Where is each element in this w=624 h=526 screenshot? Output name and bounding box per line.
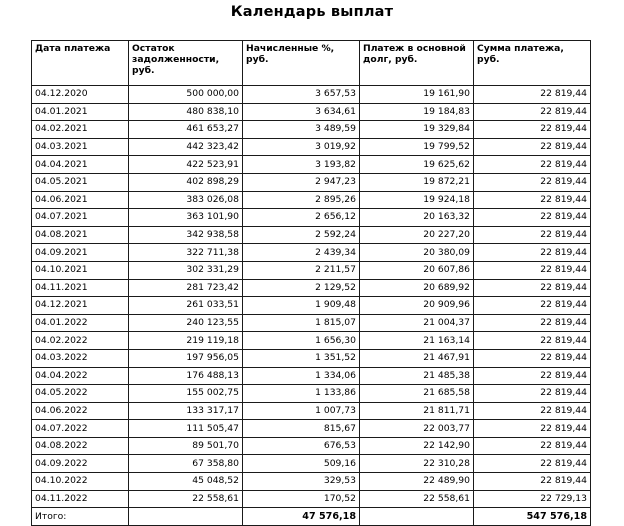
header-balance: Остаток задолженности, руб. <box>129 41 243 86</box>
cell-date: 04.11.2021 <box>32 279 129 297</box>
cell-balance: 22 558,61 <box>129 490 243 508</box>
cell-payment: 22 819,44 <box>474 437 591 455</box>
cell-balance: 89 501,70 <box>129 437 243 455</box>
cell-principal: 20 227,20 <box>360 226 474 244</box>
cell-payment: 22 729,13 <box>474 490 591 508</box>
table-row <box>32 349 591 367</box>
cell-principal: 22 310,28 <box>360 455 474 473</box>
cell-principal: 21 004,37 <box>360 314 474 332</box>
cell-payment: 22 819,44 <box>474 121 591 139</box>
cell-date: 04.03.2022 <box>32 349 129 367</box>
cell-date: 04.03.2021 <box>32 138 129 156</box>
cell-interest: 170,52 <box>243 490 360 508</box>
table-row <box>32 437 591 455</box>
header-payment: Сумма платежа, руб. <box>474 41 591 86</box>
cell-date: 04.12.2021 <box>32 297 129 315</box>
cell-payment: 22 819,44 <box>474 261 591 279</box>
cell-interest: 509,16 <box>243 455 360 473</box>
cell-balance: 402 898,29 <box>129 173 243 191</box>
cell-balance: 363 101,90 <box>129 209 243 227</box>
cell-principal: 20 380,09 <box>360 244 474 262</box>
cell-balance: 176 488,13 <box>129 367 243 385</box>
table-row <box>32 314 591 332</box>
cell-date: 04.01.2021 <box>32 103 129 121</box>
cell-interest: 3 489,59 <box>243 121 360 139</box>
cell-balance: 111 505,47 <box>129 420 243 438</box>
cell-balance: 133 317,17 <box>129 402 243 420</box>
cell-principal: 22 142,90 <box>360 437 474 455</box>
cell-principal: 20 689,92 <box>360 279 474 297</box>
cell-interest: 2 947,23 <box>243 173 360 191</box>
cell-interest: 1 815,07 <box>243 314 360 332</box>
cell-interest: 2 439,34 <box>243 244 360 262</box>
cell-interest: 329,53 <box>243 473 360 491</box>
cell-payment: 22 819,44 <box>474 473 591 491</box>
cell-balance: 45 048,52 <box>129 473 243 491</box>
table-row <box>32 209 591 227</box>
cell-date: 04.06.2022 <box>32 402 129 420</box>
cell-principal: 20 909,96 <box>360 297 474 315</box>
cell-balance: 155 002,75 <box>129 385 243 403</box>
cell-principal: 21 163,14 <box>360 332 474 350</box>
cell-payment: 22 819,44 <box>474 138 591 156</box>
table-row <box>32 244 591 262</box>
table-row <box>32 473 591 491</box>
cell-principal: 19 329,84 <box>360 121 474 139</box>
table-row <box>32 156 591 174</box>
cell-date: 04.07.2021 <box>32 209 129 227</box>
cell-principal: 22 003,77 <box>360 420 474 438</box>
header-interest: Начисленные %, руб. <box>243 41 360 86</box>
cell-balance: 219 119,18 <box>129 332 243 350</box>
cell-interest: 1 133,86 <box>243 385 360 403</box>
table-row <box>32 367 591 385</box>
table-row <box>32 420 591 438</box>
totals-label: Итого: <box>32 508 129 526</box>
cell-date: 04.02.2021 <box>32 121 129 139</box>
cell-principal: 19 161,90 <box>360 86 474 104</box>
table-header-row <box>32 41 591 86</box>
cell-interest: 3 193,82 <box>243 156 360 174</box>
cell-payment: 22 819,44 <box>474 402 591 420</box>
cell-payment: 22 819,44 <box>474 332 591 350</box>
cell-balance: 480 838,10 <box>129 103 243 121</box>
cell-principal: 19 799,52 <box>360 138 474 156</box>
cell-interest: 1 351,52 <box>243 349 360 367</box>
cell-payment: 22 819,44 <box>474 349 591 367</box>
cell-principal: 19 184,83 <box>360 103 474 121</box>
table-body <box>32 86 591 508</box>
cell-balance: 383 026,08 <box>129 191 243 209</box>
cell-date: 04.07.2022 <box>32 420 129 438</box>
table-row <box>32 332 591 350</box>
cell-date: 04.08.2021 <box>32 226 129 244</box>
table-row <box>32 385 591 403</box>
totals-interest: 47 576,18 <box>243 508 360 526</box>
cell-date: 04.04.2022 <box>32 367 129 385</box>
cell-interest: 1 656,30 <box>243 332 360 350</box>
cell-interest: 1 007,73 <box>243 402 360 420</box>
cell-principal: 22 558,61 <box>360 490 474 508</box>
cell-interest: 1 334,06 <box>243 367 360 385</box>
cell-balance: 281 723,42 <box>129 279 243 297</box>
cell-balance: 302 331,29 <box>129 261 243 279</box>
cell-principal: 19 872,21 <box>360 173 474 191</box>
table-row <box>32 103 591 121</box>
cell-payment: 22 819,44 <box>474 226 591 244</box>
cell-date: 04.04.2021 <box>32 156 129 174</box>
cell-balance: 461 653,27 <box>129 121 243 139</box>
cell-principal: 20 163,32 <box>360 209 474 227</box>
cell-interest: 815,67 <box>243 420 360 438</box>
table-row <box>32 490 591 508</box>
cell-balance: 342 938,58 <box>129 226 243 244</box>
cell-payment: 22 819,44 <box>474 86 591 104</box>
cell-interest: 2 592,24 <box>243 226 360 244</box>
cell-date: 04.10.2021 <box>32 261 129 279</box>
cell-balance: 67 358,80 <box>129 455 243 473</box>
cell-payment: 22 819,44 <box>474 244 591 262</box>
cell-principal: 22 489,90 <box>360 473 474 491</box>
header-date: Дата платежа <box>32 41 129 86</box>
table-row <box>32 455 591 473</box>
cell-payment: 22 819,44 <box>474 455 591 473</box>
cell-date: 04.05.2021 <box>32 173 129 191</box>
cell-interest: 2 129,52 <box>243 279 360 297</box>
cell-date: 04.12.2020 <box>32 86 129 104</box>
cell-principal: 19 625,62 <box>360 156 474 174</box>
cell-date: 04.09.2021 <box>32 244 129 262</box>
cell-payment: 22 819,44 <box>474 191 591 209</box>
cell-date: 04.10.2022 <box>32 473 129 491</box>
cell-payment: 22 819,44 <box>474 209 591 227</box>
cell-balance: 322 711,38 <box>129 244 243 262</box>
cell-date: 04.11.2022 <box>32 490 129 508</box>
cell-balance: 422 523,91 <box>129 156 243 174</box>
totals-principal-empty <box>360 508 474 526</box>
cell-interest: 2 656,12 <box>243 209 360 227</box>
header-principal: Платеж в основной долг, руб. <box>360 41 474 86</box>
cell-interest: 2 895,26 <box>243 191 360 209</box>
cell-principal: 21 811,71 <box>360 402 474 420</box>
cell-balance: 240 123,55 <box>129 314 243 332</box>
cell-balance: 442 323,42 <box>129 138 243 156</box>
cell-interest: 2 211,57 <box>243 261 360 279</box>
table-row <box>32 121 591 139</box>
cell-interest: 676,53 <box>243 437 360 455</box>
table-row <box>32 86 591 104</box>
cell-date: 04.09.2022 <box>32 455 129 473</box>
cell-principal: 21 485,38 <box>360 367 474 385</box>
cell-payment: 22 819,44 <box>474 314 591 332</box>
table-row <box>32 297 591 315</box>
table-row <box>32 226 591 244</box>
cell-interest: 3 657,53 <box>243 86 360 104</box>
cell-principal: 20 607,86 <box>360 261 474 279</box>
table-row <box>32 138 591 156</box>
totals-balance-empty <box>129 508 243 526</box>
cell-principal: 21 685,58 <box>360 385 474 403</box>
totals-row <box>32 508 591 526</box>
cell-date: 04.02.2022 <box>32 332 129 350</box>
cell-principal: 19 924,18 <box>360 191 474 209</box>
cell-payment: 22 819,44 <box>474 103 591 121</box>
cell-payment: 22 819,44 <box>474 420 591 438</box>
cell-interest: 3 019,92 <box>243 138 360 156</box>
totals-payment: 547 576,18 <box>474 508 591 526</box>
cell-payment: 22 819,44 <box>474 385 591 403</box>
table-row <box>32 173 591 191</box>
cell-principal: 21 467,91 <box>360 349 474 367</box>
page-title: Календарь выплат <box>230 4 394 20</box>
payment-schedule-table <box>31 40 591 526</box>
cell-date: 04.06.2021 <box>32 191 129 209</box>
cell-balance: 197 956,05 <box>129 349 243 367</box>
cell-balance: 261 033,51 <box>129 297 243 315</box>
cell-payment: 22 819,44 <box>474 297 591 315</box>
cell-date: 04.08.2022 <box>32 437 129 455</box>
cell-date: 04.01.2022 <box>32 314 129 332</box>
cell-interest: 1 909,48 <box>243 297 360 315</box>
table-row <box>32 191 591 209</box>
cell-balance: 500 000,00 <box>129 86 243 104</box>
cell-interest: 3 634,61 <box>243 103 360 121</box>
cell-payment: 22 819,44 <box>474 367 591 385</box>
table-row <box>32 261 591 279</box>
cell-payment: 22 819,44 <box>474 156 591 174</box>
cell-date: 04.05.2022 <box>32 385 129 403</box>
table-row <box>32 402 591 420</box>
cell-payment: 22 819,44 <box>474 173 591 191</box>
table-row <box>32 279 591 297</box>
cell-payment: 22 819,44 <box>474 279 591 297</box>
